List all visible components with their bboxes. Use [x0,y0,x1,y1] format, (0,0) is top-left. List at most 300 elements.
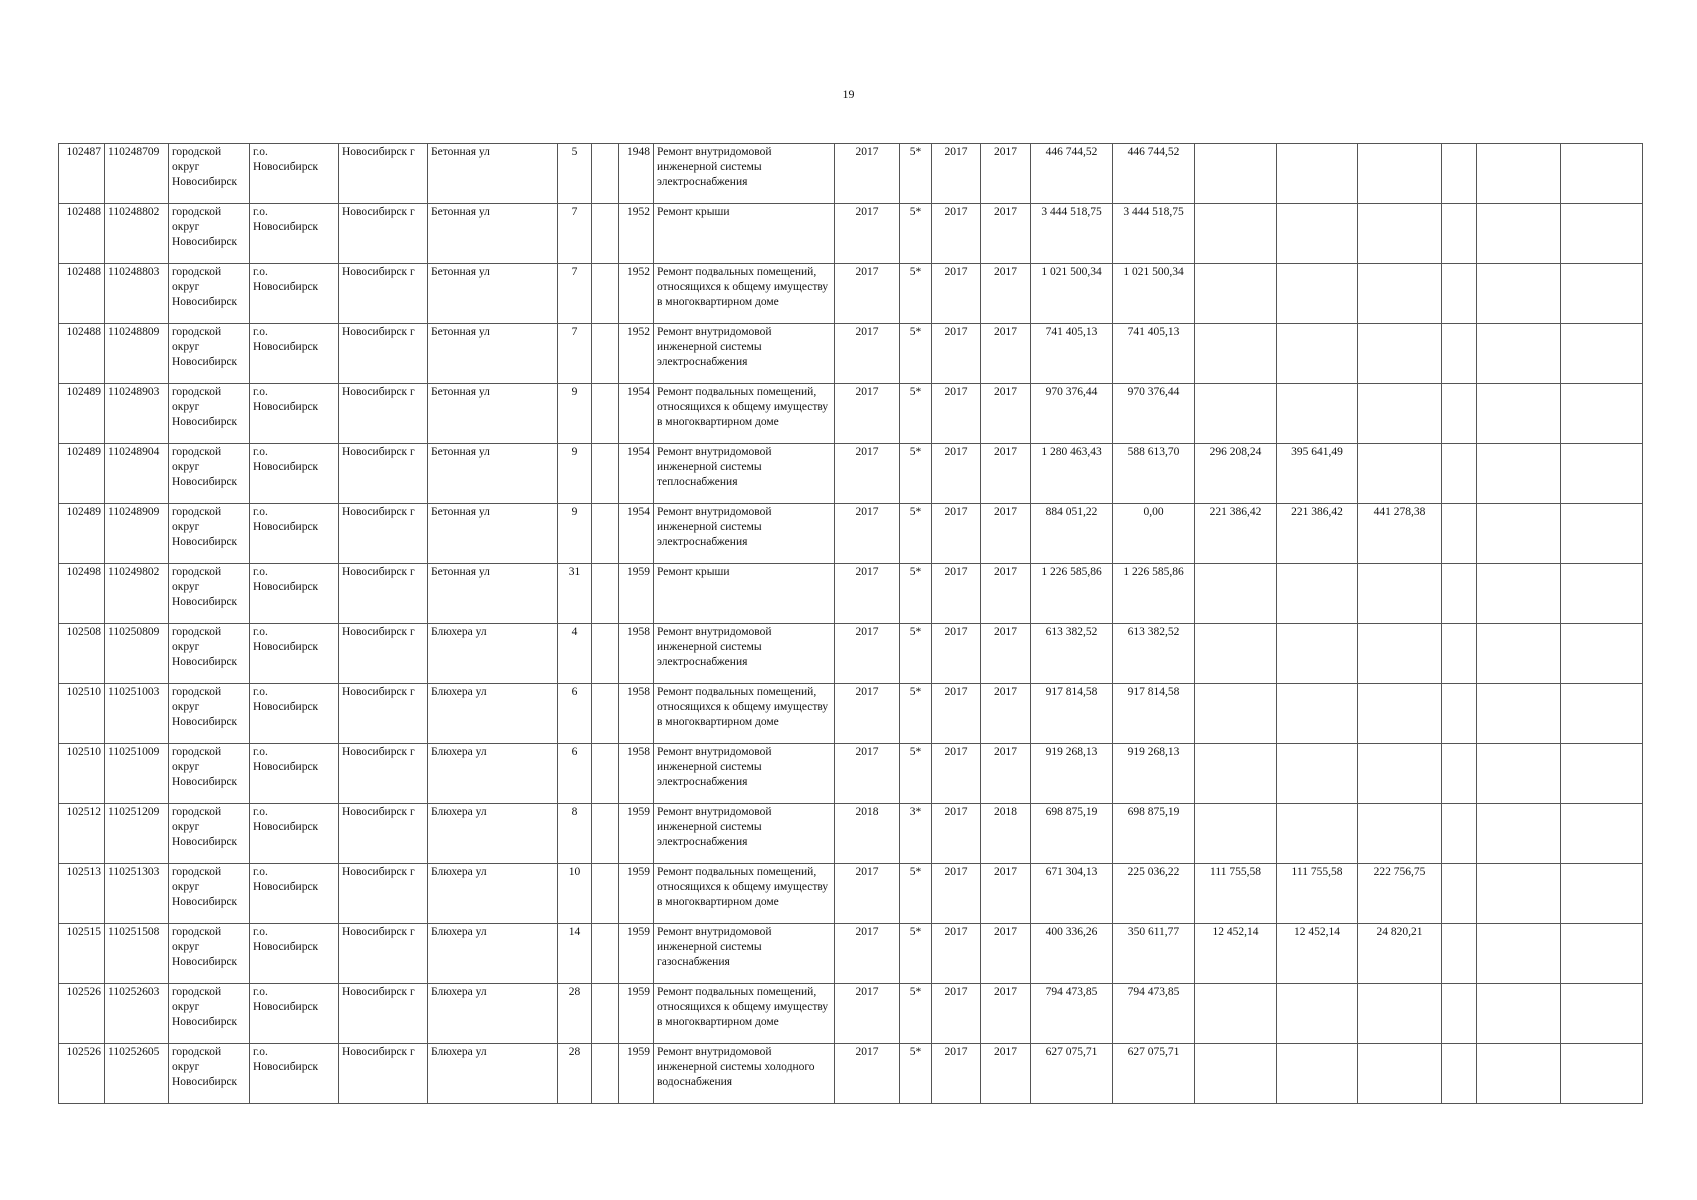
end-year-cell: 2018 [981,804,1031,864]
work-type-cell: Ремонт внутридомовой инженерной системы электроснабжения [654,504,835,564]
work-id-cell: 110251508 [105,924,169,984]
record-id-cell: 102512 [59,804,105,864]
municipality-cell: городской округ Новосибирск [169,504,250,564]
locality-cell: Новосибирск г [339,624,428,684]
street-cell: Блюхера ул [428,624,558,684]
municipality-cell: городской округ Новосибирск [169,984,250,1044]
start-year-cell: 2017 [932,804,981,864]
extra-2-cell [1477,144,1561,204]
total-cost-cell: 1 021 500,34 [1031,264,1113,324]
extra-1-cell [1442,444,1477,504]
fund-cell: 1 226 585,86 [1113,564,1195,624]
extra-3-cell [1561,804,1643,864]
extra-3-cell [1561,924,1643,984]
table-row [59,444,1643,504]
end-year-cell: 2017 [981,1044,1031,1104]
settlement-cell: г.о. Новосибирск [250,564,339,624]
extra-1-cell [1442,624,1477,684]
fund-cell: 794 473,85 [1113,984,1195,1044]
budget-2-cell [1277,804,1358,864]
priority-cell: 5* [900,324,932,384]
work-type-cell: Ремонт крыши [654,564,835,624]
work-id-cell: 110251003 [105,684,169,744]
settlement-cell: г.о. Новосибирск [250,804,339,864]
plan-year-cell: 2017 [835,504,900,564]
street-cell: Бетонная ул [428,564,558,624]
start-year-cell: 2017 [932,384,981,444]
plan-year-cell: 2017 [835,264,900,324]
plan-year-cell: 2017 [835,444,900,504]
street-cell: Бетонная ул [428,204,558,264]
start-year-cell: 2017 [932,924,981,984]
owners-funds-cell [1358,264,1442,324]
budget-2-cell [1277,624,1358,684]
municipality-cell: городской округ Новосибирск [169,384,250,444]
locality-cell: Новосибирск г [339,144,428,204]
budget-1-cell: 296 208,24 [1195,444,1277,504]
table-row [59,684,1643,744]
table-row [59,204,1643,264]
work-type-cell: Ремонт внутридомовой инженерной системы холодного водоснабжения [654,1044,835,1104]
building-cell [592,264,619,324]
work-id-cell: 110251009 [105,744,169,804]
owners-funds-cell [1358,324,1442,384]
extra-3-cell [1561,144,1643,204]
budget-2-cell [1277,144,1358,204]
extra-1-cell [1442,264,1477,324]
owners-funds-cell [1358,744,1442,804]
street-cell: Блюхера ул [428,984,558,1044]
settlement-cell: г.о. Новосибирск [250,504,339,564]
extra-2-cell [1477,264,1561,324]
record-id-cell: 102510 [59,744,105,804]
building-cell [592,804,619,864]
end-year-cell: 2017 [981,504,1031,564]
plan-year-cell: 2017 [835,204,900,264]
extra-3-cell [1561,504,1643,564]
priority-cell: 5* [900,204,932,264]
record-id-cell: 102513 [59,864,105,924]
work-id-cell: 110250809 [105,624,169,684]
house-number-cell: 4 [558,624,592,684]
work-id-cell: 110251209 [105,804,169,864]
building-cell [592,324,619,384]
priority-cell: 5* [900,624,932,684]
house-number-cell: 28 [558,1044,592,1104]
year-built-cell: 1954 [619,384,654,444]
budget-1-cell [1195,384,1277,444]
locality-cell: Новосибирск г [339,324,428,384]
house-number-cell: 6 [558,684,592,744]
locality-cell: Новосибирск г [339,204,428,264]
owners-funds-cell [1358,684,1442,744]
building-cell [592,684,619,744]
record-id-cell: 102489 [59,384,105,444]
house-number-cell: 9 [558,384,592,444]
house-number-cell: 7 [558,324,592,384]
table-row [59,264,1643,324]
record-id-cell: 102488 [59,264,105,324]
extra-1-cell [1442,384,1477,444]
work-id-cell: 110248904 [105,444,169,504]
extra-1-cell [1442,504,1477,564]
extra-3-cell [1561,744,1643,804]
plan-year-cell: 2017 [835,684,900,744]
extra-1-cell [1442,864,1477,924]
record-id-cell: 102489 [59,444,105,504]
owners-funds-cell: 24 820,21 [1358,924,1442,984]
fund-cell: 350 611,77 [1113,924,1195,984]
fund-cell: 3 444 518,75 [1113,204,1195,264]
street-cell: Бетонная ул [428,444,558,504]
work-id-cell: 110248809 [105,324,169,384]
start-year-cell: 2017 [932,624,981,684]
work-id-cell: 110248802 [105,204,169,264]
work-type-cell: Ремонт внутридомовой инженерной системы электроснабжения [654,744,835,804]
work-id-cell: 110251303 [105,864,169,924]
extra-1-cell [1442,804,1477,864]
municipality-cell: городской округ Новосибирск [169,264,250,324]
total-cost-cell: 1 226 585,86 [1031,564,1113,624]
street-cell: Бетонная ул [428,324,558,384]
table-row [59,744,1643,804]
record-id-cell: 102508 [59,624,105,684]
owners-funds-cell [1358,1044,1442,1104]
municipality-cell: городской округ Новосибирск [169,864,250,924]
record-id-cell: 102488 [59,324,105,384]
extra-2-cell [1477,384,1561,444]
building-cell [592,924,619,984]
priority-cell: 5* [900,1044,932,1104]
locality-cell: Новосибирск г [339,744,428,804]
work-id-cell: 110252603 [105,984,169,1044]
budget-1-cell: 221 386,42 [1195,504,1277,564]
priority-cell: 5* [900,564,932,624]
work-type-cell: Ремонт внутридомовой инженерной системы теплоснабжения [654,444,835,504]
street-cell: Блюхера ул [428,924,558,984]
table-row [59,984,1643,1044]
budget-2-cell: 12 452,14 [1277,924,1358,984]
start-year-cell: 2017 [932,144,981,204]
priority-cell: 5* [900,504,932,564]
work-id-cell: 110248709 [105,144,169,204]
settlement-cell: г.о. Новосибирск [250,264,339,324]
municipality-cell: городской округ Новосибирск [169,684,250,744]
budget-1-cell [1195,204,1277,264]
municipality-cell: городской округ Новосибирск [169,1044,250,1104]
budget-2-cell [1277,984,1358,1044]
plan-year-cell: 2017 [835,864,900,924]
budget-1-cell [1195,264,1277,324]
building-cell [592,1044,619,1104]
year-built-cell: 1959 [619,564,654,624]
municipality-cell: городской округ Новосибирск [169,924,250,984]
settlement-cell: г.о. Новосибирск [250,204,339,264]
house-number-cell: 5 [558,144,592,204]
house-number-cell: 7 [558,264,592,324]
extra-2-cell [1477,804,1561,864]
building-cell [592,744,619,804]
locality-cell: Новосибирск г [339,384,428,444]
plan-year-cell: 2017 [835,984,900,1044]
total-cost-cell: 741 405,13 [1031,324,1113,384]
owners-funds-cell: 222 756,75 [1358,864,1442,924]
year-built-cell: 1952 [619,324,654,384]
fund-cell: 613 382,52 [1113,624,1195,684]
fund-cell: 919 268,13 [1113,744,1195,804]
owners-funds-cell [1358,984,1442,1044]
year-built-cell: 1959 [619,804,654,864]
building-cell [592,864,619,924]
budget-2-cell [1277,204,1358,264]
budget-2-cell: 395 641,49 [1277,444,1358,504]
year-built-cell: 1958 [619,624,654,684]
work-type-cell: Ремонт внутридомовой инженерной системы электроснабжения [654,324,835,384]
end-year-cell: 2017 [981,444,1031,504]
work-type-cell: Ремонт крыши [654,204,835,264]
budget-2-cell: 111 755,58 [1277,864,1358,924]
extra-1-cell [1442,204,1477,264]
table-row [59,504,1643,564]
locality-cell: Новосибирск г [339,564,428,624]
extra-1-cell [1442,984,1477,1044]
work-type-cell: Ремонт подвальных помещений, относящихся к общему имуществу в многоквартирном доме [654,864,835,924]
end-year-cell: 2017 [981,204,1031,264]
work-type-cell: Ремонт подвальных помещений, относящихся к общему имуществу в многоквартирном доме [654,264,835,324]
extra-2-cell [1477,504,1561,564]
year-built-cell: 1952 [619,264,654,324]
extra-3-cell [1561,564,1643,624]
priority-cell: 5* [900,684,932,744]
budget-1-cell [1195,1044,1277,1104]
fund-cell: 741 405,13 [1113,324,1195,384]
start-year-cell: 2017 [932,864,981,924]
budget-1-cell [1195,624,1277,684]
year-built-cell: 1959 [619,984,654,1044]
extra-3-cell [1561,264,1643,324]
budget-1-cell [1195,564,1277,624]
house-number-cell: 6 [558,744,592,804]
locality-cell: Новосибирск г [339,984,428,1044]
settlement-cell: г.о. Новосибирск [250,444,339,504]
municipality-cell: городской округ Новосибирск [169,444,250,504]
total-cost-cell: 446 744,52 [1031,144,1113,204]
budget-2-cell [1277,384,1358,444]
total-cost-cell: 671 304,13 [1031,864,1113,924]
house-number-cell: 28 [558,984,592,1044]
street-cell: Бетонная ул [428,264,558,324]
fund-cell: 588 613,70 [1113,444,1195,504]
extra-3-cell [1561,384,1643,444]
building-cell [592,624,619,684]
start-year-cell: 2017 [932,1044,981,1104]
budget-1-cell: 12 452,14 [1195,924,1277,984]
total-cost-cell: 698 875,19 [1031,804,1113,864]
budget-2-cell [1277,564,1358,624]
owners-funds-cell [1358,804,1442,864]
extra-2-cell [1477,624,1561,684]
owners-funds-cell [1358,444,1442,504]
budget-1-cell: 111 755,58 [1195,864,1277,924]
owners-funds-cell [1358,204,1442,264]
total-cost-cell: 917 814,58 [1031,684,1113,744]
extra-3-cell [1561,624,1643,684]
work-id-cell: 110248803 [105,264,169,324]
municipality-cell: городской округ Новосибирск [169,144,250,204]
table-row [59,144,1643,204]
fund-cell: 627 075,71 [1113,1044,1195,1104]
settlement-cell: г.о. Новосибирск [250,384,339,444]
extra-2-cell [1477,744,1561,804]
work-type-cell: Ремонт подвальных помещений, относящихся к общему имуществу в многоквартирном доме [654,684,835,744]
budget-2-cell [1277,744,1358,804]
end-year-cell: 2017 [981,264,1031,324]
street-cell: Блюхера ул [428,744,558,804]
priority-cell: 5* [900,144,932,204]
year-built-cell: 1954 [619,444,654,504]
end-year-cell: 2017 [981,564,1031,624]
priority-cell: 5* [900,744,932,804]
record-id-cell: 102510 [59,684,105,744]
end-year-cell: 2017 [981,324,1031,384]
work-id-cell: 110249802 [105,564,169,624]
settlement-cell: г.о. Новосибирск [250,324,339,384]
house-number-cell: 9 [558,504,592,564]
extra-2-cell [1477,1044,1561,1104]
extra-2-cell [1477,864,1561,924]
total-cost-cell: 613 382,52 [1031,624,1113,684]
extra-2-cell [1477,444,1561,504]
start-year-cell: 2017 [932,504,981,564]
end-year-cell: 2017 [981,684,1031,744]
record-id-cell: 102526 [59,984,105,1044]
total-cost-cell: 1 280 463,43 [1031,444,1113,504]
priority-cell: 5* [900,444,932,504]
work-type-cell: Ремонт внутридомовой инженерной системы газоснабжения [654,924,835,984]
owners-funds-cell [1358,564,1442,624]
locality-cell: Новосибирск г [339,864,428,924]
table-row [59,564,1643,624]
fund-cell: 225 036,22 [1113,864,1195,924]
work-id-cell: 110248903 [105,384,169,444]
extra-2-cell [1477,204,1561,264]
house-number-cell: 10 [558,864,592,924]
work-type-cell: Ремонт подвальных помещений, относящихся к общему имуществу в многоквартирном доме [654,984,835,1044]
municipality-cell: городской округ Новосибирск [169,324,250,384]
budget-1-cell [1195,804,1277,864]
record-id-cell: 102498 [59,564,105,624]
record-id-cell: 102487 [59,144,105,204]
settlement-cell: г.о. Новосибирск [250,144,339,204]
extra-1-cell [1442,744,1477,804]
plan-year-cell: 2017 [835,384,900,444]
record-id-cell: 102526 [59,1044,105,1104]
page-number: 19 [842,87,855,101]
capital-repair-table [58,143,1643,1104]
owners-funds-cell: 441 278,38 [1358,504,1442,564]
year-built-cell: 1958 [619,744,654,804]
year-built-cell: 1952 [619,204,654,264]
start-year-cell: 2017 [932,204,981,264]
plan-year-cell: 2017 [835,324,900,384]
locality-cell: Новосибирск г [339,264,428,324]
owners-funds-cell [1358,144,1442,204]
extra-3-cell [1561,444,1643,504]
settlement-cell: г.о. Новосибирск [250,684,339,744]
street-cell: Бетонная ул [428,144,558,204]
street-cell: Бетонная ул [428,384,558,444]
street-cell: Блюхера ул [428,1044,558,1104]
fund-cell: 0,00 [1113,504,1195,564]
building-cell [592,564,619,624]
priority-cell: 5* [900,384,932,444]
locality-cell: Новосибирск г [339,924,428,984]
start-year-cell: 2017 [932,984,981,1044]
street-cell: Бетонная ул [428,504,558,564]
priority-cell: 3* [900,804,932,864]
settlement-cell: г.о. Новосибирск [250,744,339,804]
fund-cell: 698 875,19 [1113,804,1195,864]
municipality-cell: городской округ Новосибирск [169,804,250,864]
priority-cell: 5* [900,984,932,1044]
building-cell [592,504,619,564]
house-number-cell: 14 [558,924,592,984]
extra-3-cell [1561,324,1643,384]
table-row [59,924,1643,984]
extra-2-cell [1477,324,1561,384]
plan-year-cell: 2017 [835,564,900,624]
year-built-cell: 1954 [619,504,654,564]
building-cell [592,204,619,264]
municipality-cell: городской округ Новосибирск [169,624,250,684]
end-year-cell: 2017 [981,864,1031,924]
municipality-cell: городской округ Новосибирск [169,204,250,264]
priority-cell: 5* [900,924,932,984]
end-year-cell: 2017 [981,624,1031,684]
extra-3-cell [1561,984,1643,1044]
street-cell: Блюхера ул [428,864,558,924]
budget-1-cell [1195,744,1277,804]
table-row [59,384,1643,444]
budget-2-cell [1277,264,1358,324]
work-type-cell: Ремонт внутридомовой инженерной системы электроснабжения [654,624,835,684]
budget-2-cell: 221 386,42 [1277,504,1358,564]
plan-year-cell: 2017 [835,144,900,204]
total-cost-cell: 919 268,13 [1031,744,1113,804]
table-row [59,324,1643,384]
street-cell: Блюхера ул [428,804,558,864]
extra-2-cell [1477,924,1561,984]
total-cost-cell: 794 473,85 [1031,984,1113,1044]
building-cell [592,144,619,204]
extra-2-cell [1477,564,1561,624]
extra-1-cell [1442,564,1477,624]
budget-1-cell [1195,144,1277,204]
work-type-cell: Ремонт внутридомовой инженерной системы электроснабжения [654,804,835,864]
settlement-cell: г.о. Новосибирск [250,924,339,984]
total-cost-cell: 884 051,22 [1031,504,1113,564]
year-built-cell: 1959 [619,924,654,984]
work-id-cell: 110248909 [105,504,169,564]
table-body [59,144,1643,1104]
settlement-cell: г.о. Новосибирск [250,864,339,924]
table-row [59,1044,1643,1104]
table-row [59,804,1643,864]
extra-3-cell [1561,864,1643,924]
extra-1-cell [1442,1044,1477,1104]
table-row [59,864,1643,924]
house-number-cell: 8 [558,804,592,864]
